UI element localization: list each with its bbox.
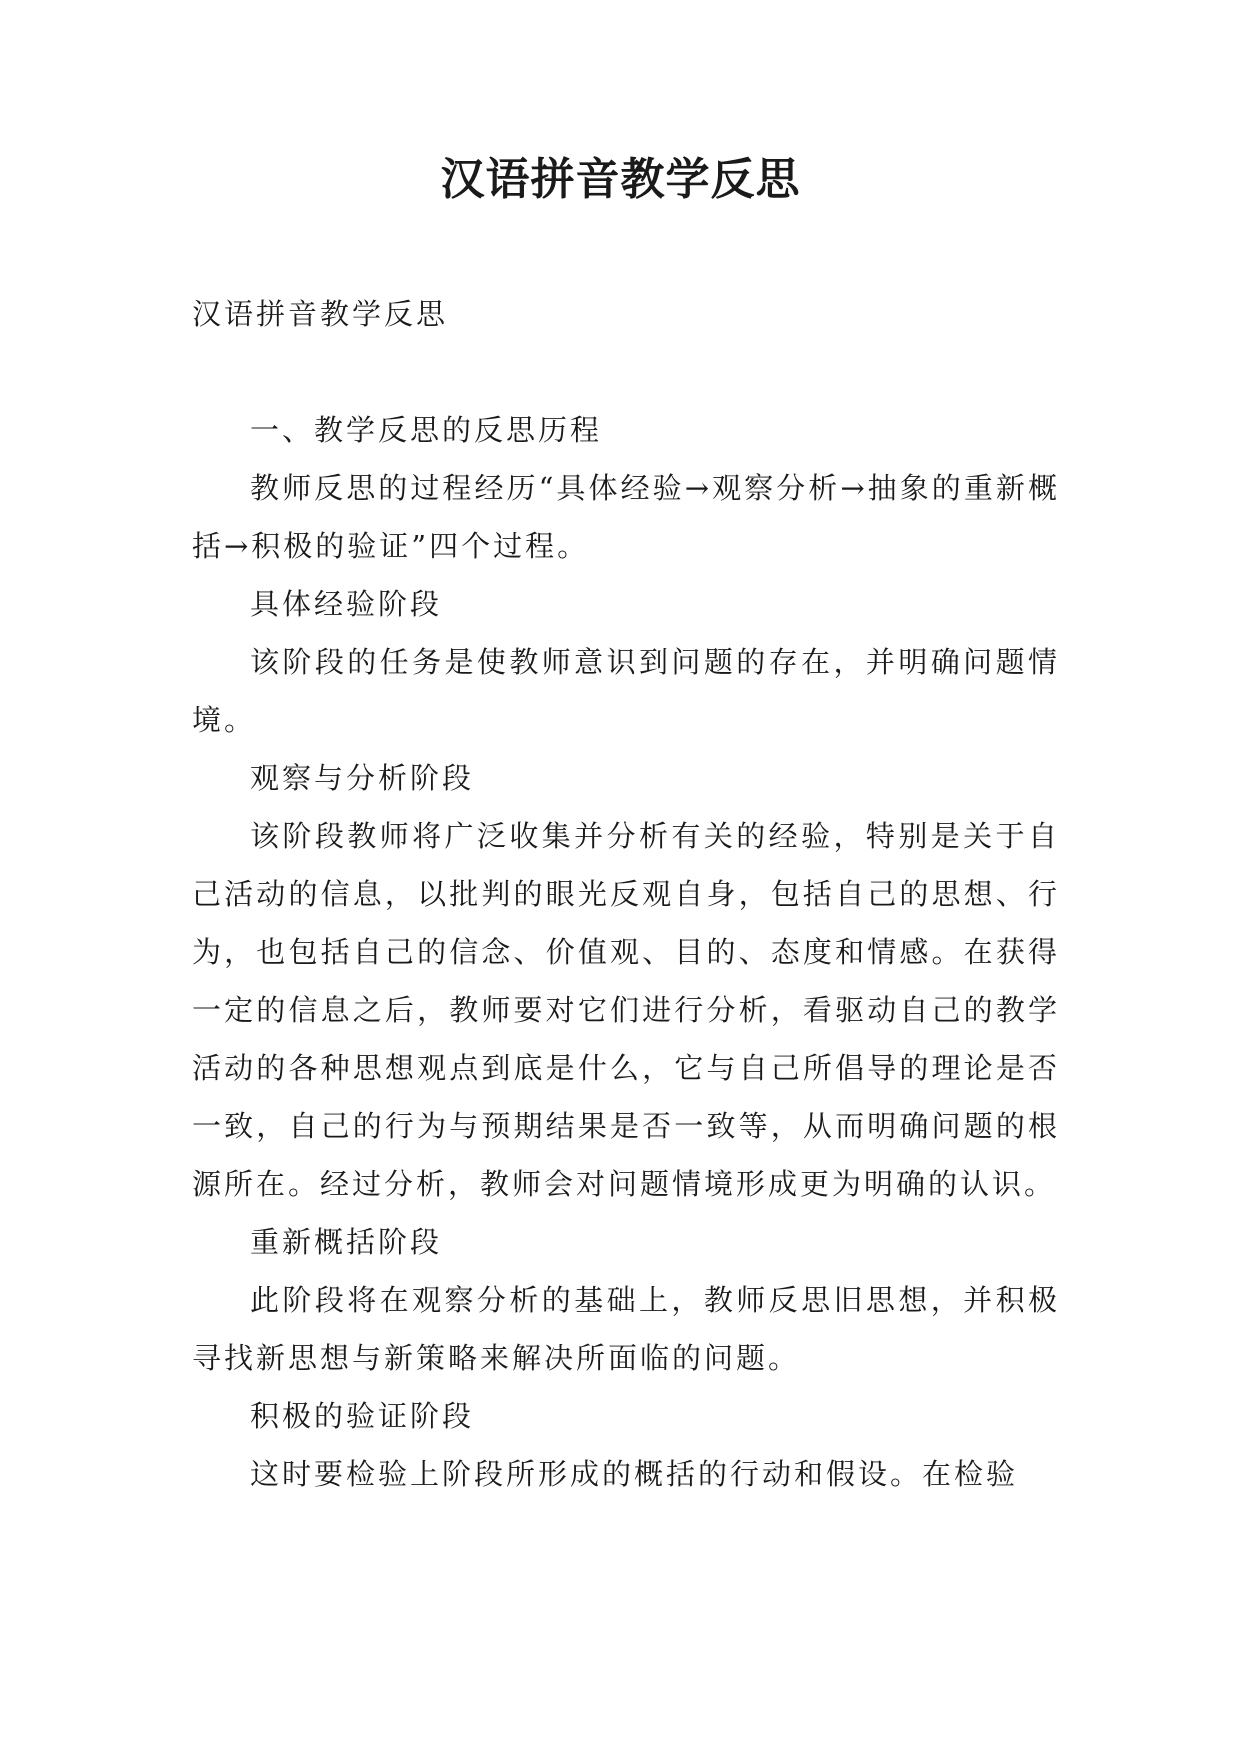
stage-heading-reconceptualization: 重新概括阶段 xyxy=(250,1225,443,1259)
stage-heading-observation-analysis: 观察与分析阶段 xyxy=(250,761,475,795)
section-heading-reflection-process: 一、教学反思的反思历程 xyxy=(250,413,603,447)
document-title: 汉语拼音教学反思 xyxy=(440,154,801,205)
document-subtitle: 汉语拼音教学反思 xyxy=(192,297,449,331)
stage-heading-concrete-experience: 具体经验阶段 xyxy=(250,587,443,621)
paragraph-active-verification: 这时要检验上阶段所形成的概括的行动和假设。在检验 xyxy=(250,1457,1019,1491)
stage-heading-active-verification: 积极的验证阶段 xyxy=(250,1399,475,1433)
paragraph-observation-analysis: 该阶段教师将广泛收集并分析有关的经验，特别是关于自己活动的信息，以批判的眼光反观自身，包括自己的思想、行为，也包括自己的信念、价值观、目的、态度和情感。在获得一定的信息之后，教师要对它们进行分析，看驱动自己的教学活动的各种思想观点到底是什么，它与自己所倡导的理论是否一致，自己的行为与预期结果是否一致等，从而明确问题的根源所在。经过分析，教师会对问题情境形成更为明确的认识。 xyxy=(192,819,1060,1201)
document-body xyxy=(192,285,1060,1503)
paragraph-reconceptualization: 此阶段将在观察分析的基础上，教师反思旧思想，并积极寻找新思想与新策略来解决所面临的问题。 xyxy=(192,1283,1060,1375)
paragraph-process-overview: 教师反思的过程经历“具体经验→观察分析→抽象的重新概括→积极的验证”四个过程。 xyxy=(192,471,1060,563)
paragraph-concrete-experience: 该阶段的任务是使教师意识到问题的存在，并明确问题情境。 xyxy=(192,645,1060,737)
